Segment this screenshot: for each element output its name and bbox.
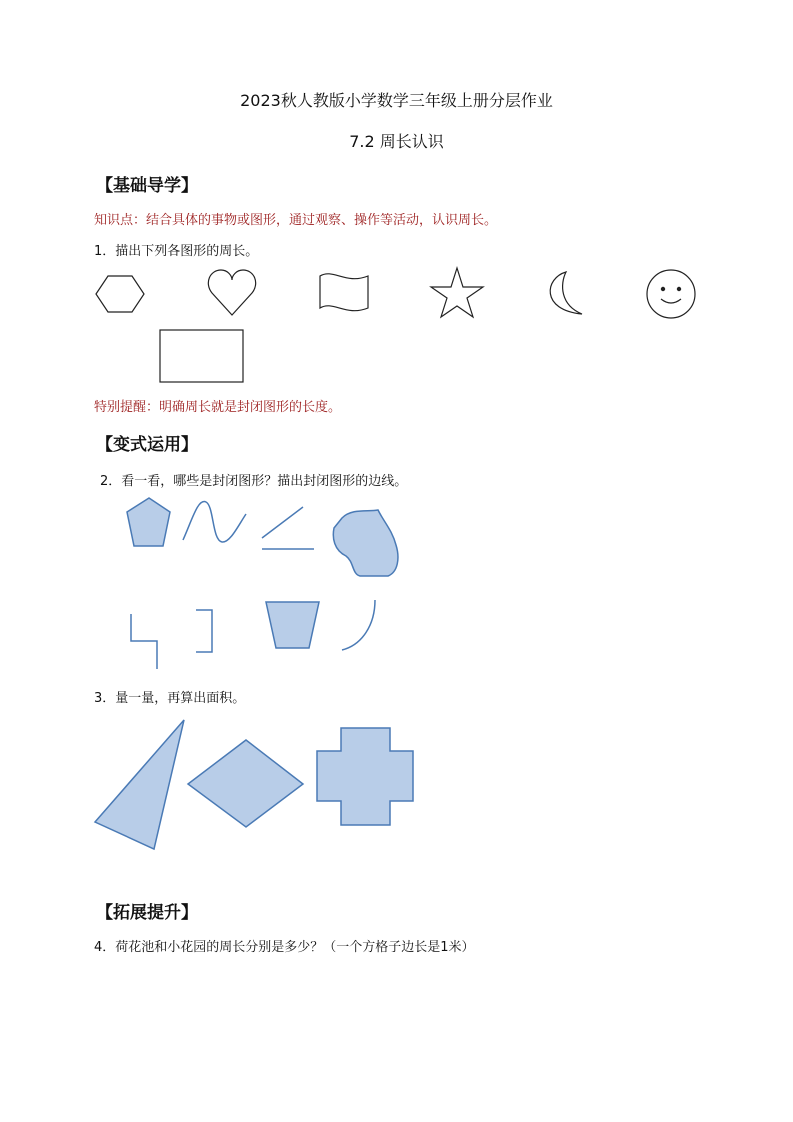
triangle-shape [95, 720, 184, 849]
section-heading-extension: 【拓展提升】 [96, 903, 198, 923]
question-1: 1．描出下列各图形的周长。 [94, 244, 259, 259]
cross-shape [317, 728, 413, 825]
question-3: 3．量一量，再算出面积。 [94, 691, 246, 706]
document-title: 2023秋人教版小学数学三年级上册分层作业 [240, 91, 553, 110]
knowledge-point: 知识点：结合具体的事物或图形，通过观察、操作等活动，认识周长。 [94, 213, 498, 228]
document-subtitle: 7.2 周长认识 [349, 132, 444, 151]
section-heading-variation: 【变式运用】 [96, 435, 198, 455]
question-2: 2．看一看，哪些是封闭图形？描出封闭图形的边线。 [100, 474, 408, 489]
section-heading-basic: 【基础导学】 [96, 176, 198, 196]
special-reminder: 特别提醒：明确周长就是封闭图形的长度。 [94, 400, 342, 415]
rhombus-shape [188, 740, 303, 827]
question-4: 4．荷花池和小花园的周长分别是多少？（一个方格子边长是1米） [94, 940, 475, 955]
